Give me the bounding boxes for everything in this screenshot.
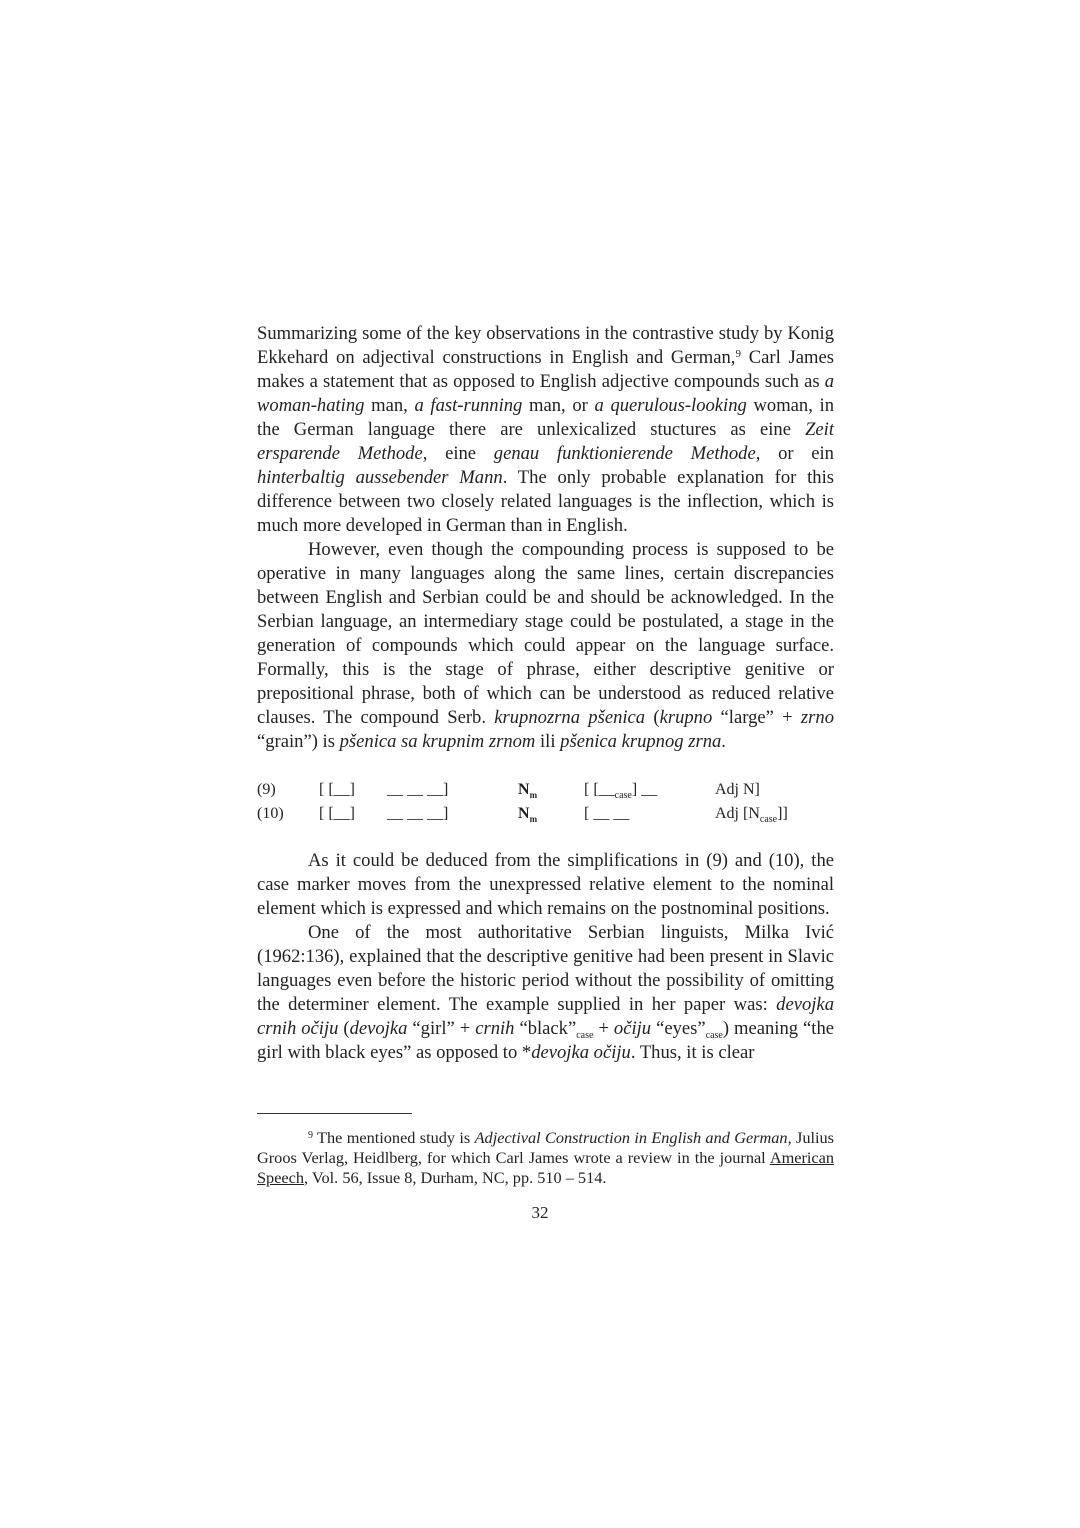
bracket-blanks: __ __ __] [387, 805, 449, 822]
case-bracket: [ __ __ [584, 805, 630, 822]
paragraph-3: As it could be deduced from the simplifications in (9) and (10), the case marker moves from the unexpressed relative element to the nominal element which is expressed and which remains on the postnominal positions. [257, 850, 834, 919]
example-row-9 [257, 779, 834, 803]
paragraph-4: One of the most authoritative Serbian linguists, Milka Ivić (1962:136), explained that the descriptive genitive had been present in Slavic languages even before the historic period without the possibility of omitting the determiner element. The example supplied in her paper was: devojka crnih očiju (devojka “girl” + crnih “$black”_{case}$ + očiju “$eyes”_{case}$) meaning “the girl with black eyes” as opposed to *devojka očiju. Thus, it is clear [257, 922, 835, 1063]
page-number: 32 [531, 1203, 549, 1222]
noun-symbol: $N_m$ [518, 805, 538, 824]
bracket-structure: [ [__] [319, 805, 355, 822]
example-number: (9) [257, 781, 276, 798]
bracket-structure: [ [__] [319, 781, 355, 798]
main-text-top [257, 322, 834, 754]
paragraph-1: Summarizing some of the key observations in the contrastive study by Konig Ekkehard on adjectival constructions in English and German,$^9$ Carl James makes a statement that as opposed to English adjective compounds such as a woman-hating man, a fast-running man, or a querulous-looking woman, in the German language there are unlexicalized stuctures as eine Zeit ersparende Methode, eine genau funktionierende Methode, or ein hinterbaltig aussebender Mann. The only probable explanation for this difference between two closely related languages is the inflection, which is much more developed in German than in English. [257, 323, 834, 536]
adj-structure: Adj N] [715, 781, 760, 798]
paragraph-2: However, even though the compounding process is supposed to be operative in many languages along the same lines, certain discrepancies between English and Serbian could be and should be acknowledged. In the Serbian language, an intermediary stage could be postulated, a stage in the generation of compounds which could appear on the language surface. Formally, this is the stage of phrase, either descriptive genitive or prepositional phrase, both of which can be understood as reduced relative clauses. The compound Serb. krupnozrna pšenica (krupno “large” + zrno “grain”) is pšenica sa krupnim zrnom ili pšenica krupnog zrna. [257, 539, 834, 752]
example-number: (10) [257, 805, 284, 822]
noun-symbol: $N_m$ [518, 781, 538, 800]
journal-name: American Speech [257, 1148, 834, 1187]
footnote-text: $^9$ The mentioned study is Adjectival Construction in English and German, Julius Groos Verlag, Heidlberg, for which Carl James wrote a review in the journal American Speech, Vol. 56, Issue 8, Durham, NC, pp. 510 – 514. [257, 1128, 834, 1187]
bracket-blanks: __ __ __] [387, 781, 449, 798]
main-text-bottom [257, 849, 834, 1065]
adj-structure: Adj $[N_{case}]$] [715, 805, 788, 825]
footnote-ref[interactable]: 9 [735, 348, 741, 360]
example-structures [257, 779, 834, 827]
footnote [257, 1128, 834, 1188]
case-bracket: [ $[\_\__{case}]$ __ [584, 781, 658, 801]
footnote-divider [257, 1113, 412, 1114]
example-row-10 [257, 803, 834, 827]
